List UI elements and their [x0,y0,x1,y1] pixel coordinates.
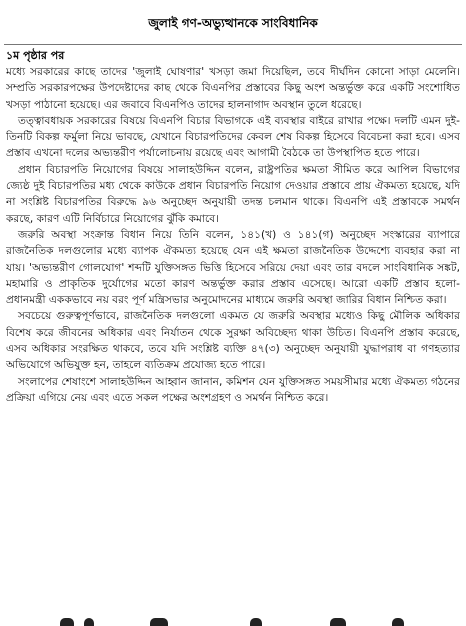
article-paragraph-3: প্রধান বিচারপতি নিয়োগের বিষয়ে সালাহউদ্দিন বলেন, রাষ্ট্রপতির ক্ষমতা সীমিত করে আপিল বিভাগের জ্যেষ্ঠ দুই বিচারপতির মধ্য থেকে কাউকে প্রধান বিচারপতি নিয়োগ দেওয়ার প্রস্তাবে প্রায় ঐকমত্য হয়েছে, যদি না সংশ্লিষ্ট বিচারপতির বিরুদ্ধে ৯৬ অনুচ্ছেদ অনুযায়ী তদন্ত চলমান থাকে। বিএনপি এই প্রস্তাবকে সমর্থন করছে, কারণ এটি নির্বিচারে নিয়োগের ঝুঁকি কমাবে। [6,163,460,225]
next-headline-cropped [0,612,466,626]
cropped-glyph [392,618,404,626]
headline: জুলাই গণ-অভ্যুত্থানকে সাংবিধানিক [148,16,318,30]
cropped-glyph [330,618,346,626]
cropped-glyph [150,618,168,626]
article-paragraph-1: মধ্যে সরকারের কাছে তাদের 'জুলাই ঘোষণার' খসড়া জমা দিয়েছিল, তবে দীর্ঘদিন কোনো সাড়া মেলেনি। সম্প্রতি সরকারপক্ষের উপদেষ্টাদের কাছ থেকে বিএনপির প্রস্তাবের কিছু অংশ অন্তর্ভুক্ত করে একটি সংশোধিত খসড়া পাঠানো হয়েছে। এর জবাবে বিএনপিও তাদের হালনাগাদ অবস্থান তুলে ধরেছে। [6,66,460,111]
cropped-glyph [250,618,262,626]
article-body [6,64,460,612]
cropped-glyph [84,618,94,626]
article-paragraph-4: জরুরি অবস্থা সংক্রান্ত বিধান নিয়ে তিনি বলেন, ১৪১(খ) ও ১৪১(গ) অনুচ্ছেদ সংস্কারের ব্যাপারে রাজনৈতিক দলগুলোর মধ্যে ব্যাপক ঐকমত্য হয়েছে যেন এই ক্ষমতা রাজনৈতিক উদ্দেশ্যে ব্যবহার করা না যায়। 'অভ্যন্তরীণ গোলযোগ' শব্দটি যুক্তিসঙ্গত ভিত্তি হিসেবে সরিয়ে দেয়া এবং তার বদলে সাংবিধানিক সঙ্কট, মহামারি ও প্রাকৃতিক দুর্যোগের মতো কারণ অন্তর্ভুক্ত করার প্রস্তাব এসেছে। আরো একটি প্রস্তাব হলো- প্রধানমন্ত্রী এককভাবে নয় বরং পূর্ণ মন্ত্রিসভার অনুমোদনের মাধ্যমে জরুরি অবস্থা জারির বিধান নিশ্চিত করা। [6,228,460,307]
cropped-glyph [60,618,74,626]
article-paragraph-5: সবচেয়ে গুরুত্বপূর্ণভাবে, রাজনৈতিক দলগুলো একমত যে জরুরি অবস্থার মধ্যেও কিছু মৌলিক অধিকার বিশেষ করে জীবনের অধিকার এবং নির্যাতন থেকে সুরক্ষা অবিচ্ছেদ্য থাকা উচিত। বিএনপি প্রস্তাব করেছে, এসব অধিকার সংরক্ষিত থাকবে, তবে যদি সংশ্লিষ্ট ব্যক্তি ৪৭(৩) অনুচ্ছেদ অনুযায়ী যুদ্ধাপরাধ বা গণহত্যার অভিযোগে অভিযুক্ত হন, তাহলে ব্যতিক্রম প্রযোজ্য হতে পারে। [6,310,460,372]
continued-from-label: ১ম পৃষ্ঠার পর [6,49,65,62]
article-paragraph-2: তত্ত্বাবধায়ক সরকারের বিষয়ে বিএনপি বিচার বিভাগকে এই ব্যবস্থার বাইরে রাখার পক্ষে। দলটি এমন দুই-তিনটি বিকল্প ফর্মুলা নিয়ে ভাবছে, যেখানে বিচারপতিদের কেবল শেষ বিকল্প হিসেবে বিবেচনা করা হবে। এসব প্রস্তাব এখনো দলের অভ্যন্তরীণ পর্যালোচনায় রয়েছে এবং আগামী বৈঠকে তা উপস্থাপিত হতে পারে। [6,114,460,160]
headline-divider [4,44,462,45]
article-paragraph-6: সংলাপের শেষাংশে সালাহউদ্দিন আহ্বান জানান, কমিশন যেন যুক্তিসঙ্গত সময়সীমার মধ্যে ঐকমত্য গঠনের প্রক্রিয়া এগিয়ে নেয় এবং এতে সকল পক্ষের অংশগ্রহণ ও সমর্থন নিশ্চিত করে। [6,375,460,404]
